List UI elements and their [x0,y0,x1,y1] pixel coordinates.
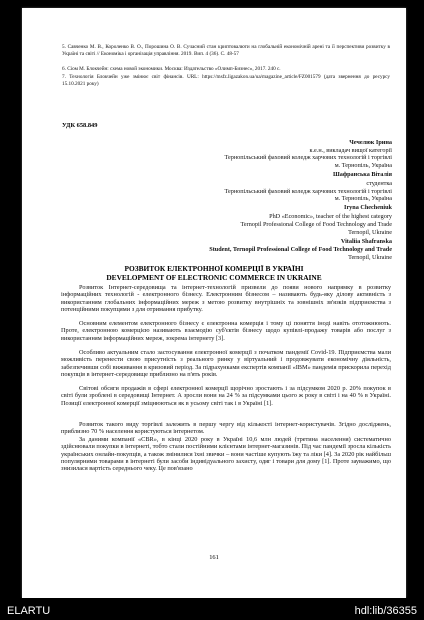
reference-6: 6. Сіом М. Блокчейн: схема новой экономики. Москва: Издательство «Олимп-Бизнес», 2017. 240 с. [62,66,281,72]
footer-right-label: hdl:lib/36355 [354,605,417,617]
reference-5: 5. Савченко М. В., Короленко В. О., Порошина О. В. Сучасний стан криптовалюти на глобальній економічній арені та її перспективи розвитку в Україні та світі // Економіка і організація управління. 2019. Вип. 4 (36). С. 48-57 [62,44,390,58]
author-2-en-line-2: Ternopil, Ukraine [348,254,392,261]
author-1-name: Чечелюк Ірина [349,139,392,146]
paragraph-2: Основним елементом електронного бізнесу є електронна комерція і тому ці поняття іноді навіть ототожнюють. Проте, електронною комерцією називають взаємодію суб'єктів бізнесу щодо купівлі-продажу товарів або послуг з використанням інформаційних мереж, зокрема інтернету [3]. [61,320,391,342]
paragraph-5: Розвиток такого виду торгівлі залежить в першу чергу від кількості інтернет-користувачів. Згідно досліджень, приблизно 70 % населення користуються інтернетом. [61,421,391,436]
author-2-name-en: Vitaliia Shafranska [340,238,392,245]
author-2-line-2: Тернопільський фаховий коледж харчових технологій і торгівлі [224,188,392,195]
author-1-en-line-1: PhD «Economic», teacher of the highest category [269,213,392,220]
author-1-name-en: Iryna Checheniuk [344,204,392,211]
document-page [22,8,406,598]
author-1-en-line-2: Ternopil Professional College of Food Technology and Trade [240,221,392,228]
paragraph-4: Світові обсяги продажів в сфері електронної комерції щорічно зростають і за підсумком 2020 р. 20% покупок в світі були зроблені в середовищі Інтернет. А зросли вони на 24 % за підсумками цього ж року в світі і на 40 % в Україні. Позиції електронної комерції зміцнюються як в усьому світі так і в Україні [1]. [61,385,391,407]
author-2-line-3: м. Тернопіль, Україна [334,195,392,202]
author-2-name: Шафранська Віталія [332,171,392,178]
paragraph-1: Розвиток Інтернет-середовища та інтернет-технологій призвели до появи нового напрямку в розвитку інформаційних технологій - електронного бізнесу. Електронним бізнесом – називають будь-яку ділову активність з використанням глобальних інформаційних мереж з метою розвитку внутрішніх та зовнішніх зв'язків підприємства з потенційними покупцями з для отримання прибутку. [61,284,391,313]
title-english: DEVELOPMENT OF ELECTRONIC COMMERCE IN UKRAINE [106,273,322,282]
author-2-line-1: студентка [366,180,392,187]
footer-left-label: ELARTU [7,605,51,617]
title-ukrainian: РОЗВИТОК ЕЛЕКТРОННОЇ КОМЕРЦІЇ В УКРАЇНІ [124,264,304,273]
udk-code: УДК 658.849 [62,122,98,129]
paragraph-3: Особливо актуальним стало застосування електронної комерції з початком пандемії Covid-19. Підприємства мали можливість перенести свою присутність з реального ринку у віртуальний і продовжувати економічну діяльність, забезпечивши собі виживання в кризовий період. За підрахунками експертів компанії «IBM» пандемія прискорила перехід покупців в інтернет-середовище приблизно на п'ять років. [61,349,391,378]
author-1-line-1: к.е.н., викладач вищої категорії [309,147,392,154]
author-1-en-line-3: Ternopil, Ukraine [348,229,392,236]
reference-7: 7. Технологія Блокчейн уже змінює світ фінансів. URL: https://msfz.ligazakon.ua/ua/magazine_article/FZ001579 (дата звернення до ресурсу 15.10.2021 року) [62,74,390,88]
page-number: 161 [209,554,219,561]
author-1-line-3: м. Тернопіль, Україна [334,162,392,169]
author-2-en-line-1: Student, Ternopil Professional College of Food Technology and Trade [209,246,392,253]
author-1-line-2: Тернопільський фаховий коледж харчових технологій і торгівлі [224,154,392,161]
footer-bar [0,598,424,620]
paragraph-6: За даними компанії «CBR», в кінці 2020 року в Україні 10,6 млн людей (третина населення) систематично здійснювали покупки в інтернеті, тобто стали постійними клієнтами інтернет-магазинів. Під час пандемії зросла кількість українських онлайн-покупців, а також змінилися їхні звички – вони частіше купують їжу та ліки [4]. За 2020 рік найбільш популярними товарами в інтернеті були засоби індивідуального захисту, одяг і товари для дому [1]. Проте зауважимо, що знизилася вартість середнього чеку. Це пов'язано [61,436,391,472]
